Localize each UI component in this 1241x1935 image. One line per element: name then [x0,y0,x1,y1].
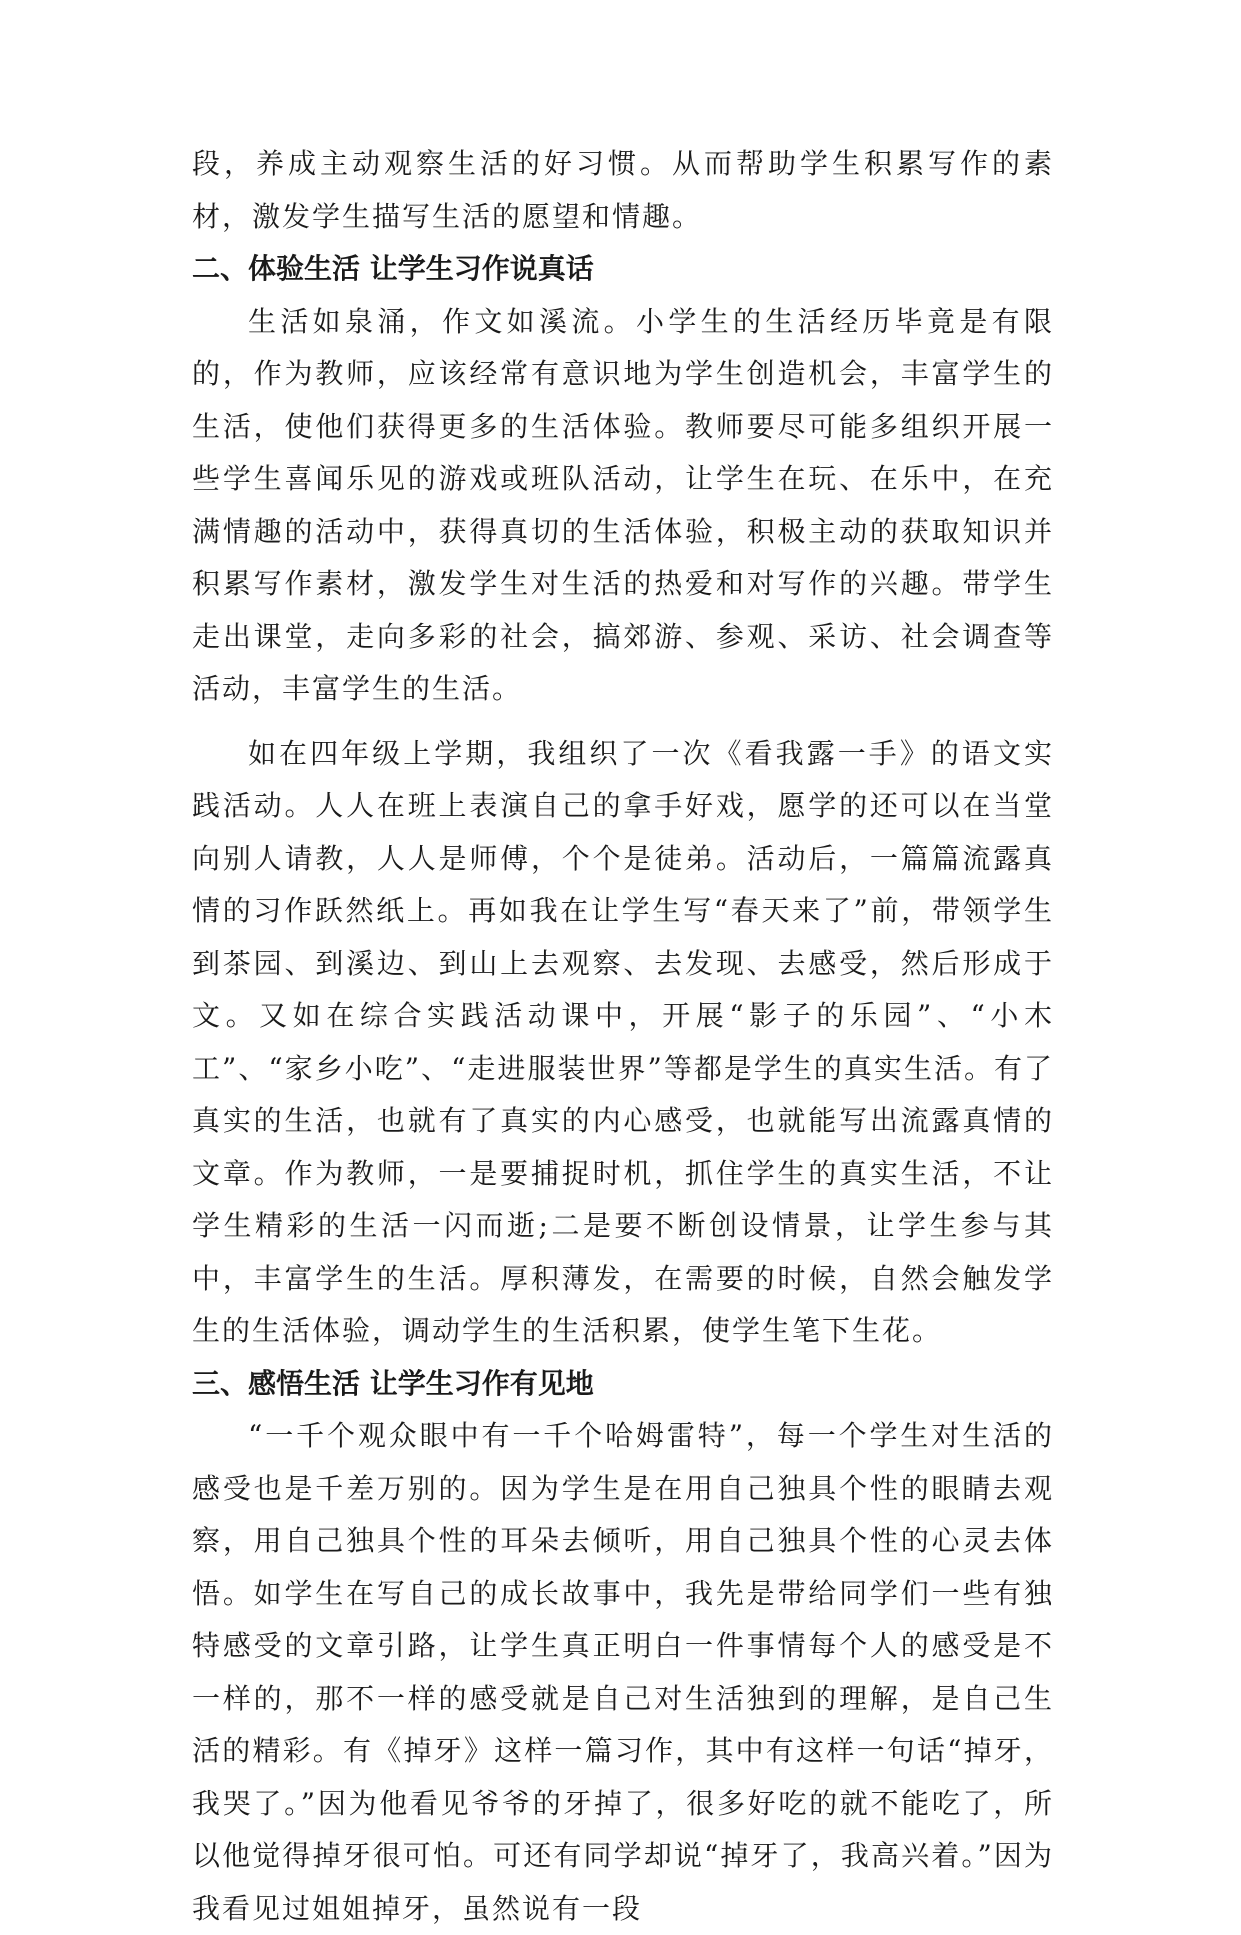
paragraph-experience-life: 生活如泉涌，作文如溪流。小学生的生活经历毕竟是有限的，作为教师，应该经常有意识地为学生创造机会，丰富学生的生活，使他们获得更多的生活体验。教师要尽可能多组织开展一些学生喜闻乐见的游戏或班队活动，让学生在玩、在乐中，在充满情趣的活动中，获得真切的生活体验，积极主动的获取知识并积累写作素材，激发学生对生活的热爱和对写作的兴趣。带学生走出课堂，走向多彩的社会，搞郊游、参观、采访、社会调查等活动，丰富学生的生活。 [192,304,1054,705]
paragraph-perceive-life: “一千个观众眼中有一千个哈姆雷特”，每一个学生对生活的感受也是千差万别的。因为学生是在用自己独具个性的眼睛去观察，用自己独具个性的耳朵去倾听，用自己独具个性的心灵去体悟。如学生在写自己的成长故事中，我先是带给同学们一些有独特感受的文章引路，让学生真正明白一件事情每个人的感受是不一样的，那不一样的感受就是自己对生活独到的理解，是自己生活的精彩。有《掉牙》这样一篇习作，其中有这样一句话“掉牙，我哭了。”因为他看见爷爷的牙掉了，很多好吃的就不能吃了，所以他觉得掉牙很可怕。可还有同学却说“掉牙了，我高兴着。”因为我看见过姐姐掉牙，虽然说有一段 [192,1419,1054,1925]
paragraph-continued: 段，养成主动观察生活的好习惯。从而帮助学生积累写作的素材，激发学生描写生活的愿望和情趣。 [192,147,1054,233]
paragraph-examples: 如在四年级上学期，我组织了一次《看我露一手》的语文实践活动。人人在班上表演自己的拿手好戏，愿学的还可以在当堂向别人请教，人人是师傅，个个是徒弟。活动后，一篇篇流露真情的习作跃然纸上。再如我在让学生写“春天来了”前，带领学生到茶园、到溪边、到山上去观察、去发现、去感受，然后形成于文。又如在综合实践活动课中，开展“影子的乐园”、“小木工”、“家乡小吃”、“走进服装世界”等都是学生的真实生活。有了真实的生活，也就有了真实的内心感受，也就能写出流露真情的文章。作为教师，一是要捕捉时机，抓住学生的真实生活，不让学生精彩的生活一闪而逝;二是要不断创设情景，让学生参与其中，丰富学生的生活。厚积薄发，在需要的时候，自然会触发学生的生活体验，调动学生的生活积累，使学生笔下生花。 [192,736,1054,1347]
section-heading-3: 三、感悟生活 让学生习作有见地 [192,1366,594,1400]
paragraph-gap [192,716,1054,728]
document-page [192,138,1054,1935]
section-heading-2: 二、体验生活 让学生习作说真话 [192,252,594,285]
